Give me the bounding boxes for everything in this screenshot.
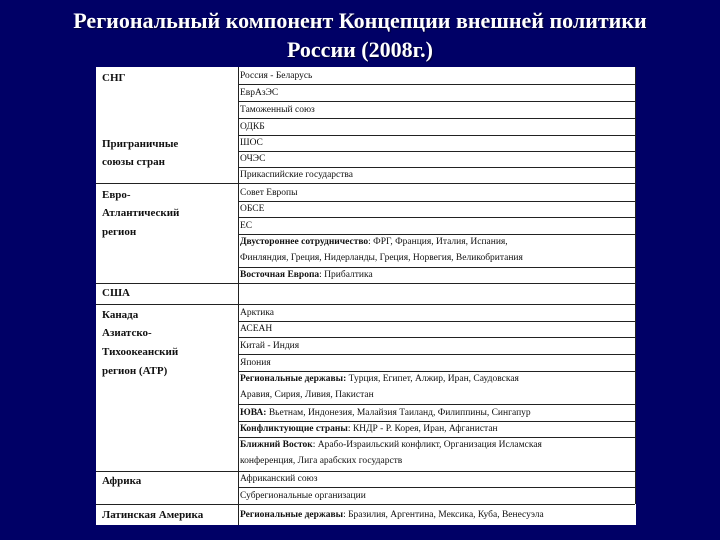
bilateral-text-2: Финляндия, Греция, Нидерланды, Греция, Норвегия, Великобритания <box>240 252 523 263</box>
cell-asean: АСЕАН <box>240 324 273 334</box>
row-line <box>238 217 635 218</box>
latam-regional-powers-text: : Бразилия, Аргентина, Мексика, Куба, Венесуэла <box>343 510 544 520</box>
regional-powers-label: Региональные державы: <box>240 374 347 384</box>
region-euro-atlantic-3: регион <box>102 226 137 238</box>
region-usa: США <box>102 287 130 299</box>
row-line <box>238 354 635 355</box>
row-line <box>238 135 635 136</box>
cell-latam-regional-powers <box>240 507 544 523</box>
region-apr-1: Азиатско- <box>102 327 152 339</box>
eastern-europe-label: Восточная Европа <box>240 270 320 280</box>
table-right-edge <box>635 67 636 504</box>
region-latin-america: Латинская Америка <box>102 509 204 521</box>
conflict-states-text: : КНДР - Р. Корея, Иран, Афганистан <box>347 424 498 434</box>
bilateral-label: Двустороннее сотрудничество <box>240 237 369 247</box>
region-canada: Канада <box>102 309 139 321</box>
cell-subregional-orgs: Субрегиональные организации <box>240 491 366 501</box>
latam-regional-powers-label: Региональные державы <box>240 510 344 520</box>
section-line <box>96 183 635 184</box>
cell-osce: ОБСЕ <box>240 204 265 214</box>
middle-east-label: Ближний Восток <box>240 440 313 450</box>
cell-japan: Япония <box>240 358 271 368</box>
cell-middle-east <box>240 438 542 469</box>
cell-african-union: Африканский союз <box>240 474 318 484</box>
cell-sco: ШОС <box>240 138 263 148</box>
regional-powers-text-1: Турция, Египет, Алжир, Иран, Саудовская <box>346 374 519 384</box>
southeast-asia-label: ЮВА: <box>240 408 267 418</box>
cell-china-india: Китай - Индия <box>240 341 300 351</box>
region-cis: СНГ <box>102 72 126 84</box>
slide-title <box>0 6 720 64</box>
regional-powers-text-2: Аравия, Сирия, Ливия, Пакистан <box>240 389 374 400</box>
row-line <box>238 321 635 322</box>
cell-bsec: ОЧЭС <box>240 154 266 164</box>
cell-russia-belarus: Россия - Беларусь <box>240 71 313 81</box>
row-line <box>238 201 635 202</box>
cell-customs-union: Таможенный союз <box>240 105 315 115</box>
cell-eurasec: ЕврАзЭС <box>240 88 279 98</box>
conflict-states-label: Конфликтующие страны <box>240 424 348 434</box>
cell-csto: ОДКБ <box>240 122 265 132</box>
region-apr-3: регион (АТР) <box>102 365 168 377</box>
row-line <box>238 118 635 119</box>
eastern-europe-text: : Прибалтика <box>319 270 373 280</box>
middle-east-text-1: : Арабо-Израильский конфликт, Организация Исламская <box>312 440 542 450</box>
title-line-2: России (2008г.) <box>287 37 433 62</box>
row-line <box>238 151 635 152</box>
section-line <box>96 304 635 305</box>
region-border-unions-2: союзы стран <box>102 156 165 168</box>
region-euro-atlantic-1: Евро- <box>102 189 131 201</box>
section-line <box>96 471 635 472</box>
cell-arctic: Арктика <box>240 308 275 318</box>
region-apr-2: Тихоокеанский <box>102 346 179 358</box>
section-line <box>96 504 635 505</box>
middle-east-text-2: конференция, Лига арабских государств <box>240 455 403 466</box>
cell-eastern-europe <box>240 267 373 283</box>
cell-caspian-states: Прикаспийские государства <box>240 170 353 180</box>
bilateral-text-1: : ФРГ, Франция, Италия, Испания, <box>368 237 508 247</box>
policy-table <box>96 67 636 525</box>
cell-bilateral-cooperation <box>240 235 523 266</box>
cell-regional-powers <box>240 372 519 403</box>
region-euro-atlantic-2: Атлантический <box>102 207 180 219</box>
region-border-unions-1: Приграничные <box>102 138 179 150</box>
region-africa: Африка <box>102 475 142 487</box>
southeast-asia-text: Вьетнам, Индонезия, Малайзия Таиланд, Филиппины, Сингапур <box>266 408 531 418</box>
cell-council-of-europe: Совет Европы <box>240 188 298 198</box>
cell-conflict-states <box>240 421 498 437</box>
cell-southeast-asia <box>240 405 531 421</box>
cell-eu: ЕС <box>240 221 253 231</box>
title-line-1: Региональный компонент Концепции внешней политики <box>73 8 647 33</box>
section-line <box>96 283 635 284</box>
row-line <box>238 84 635 85</box>
